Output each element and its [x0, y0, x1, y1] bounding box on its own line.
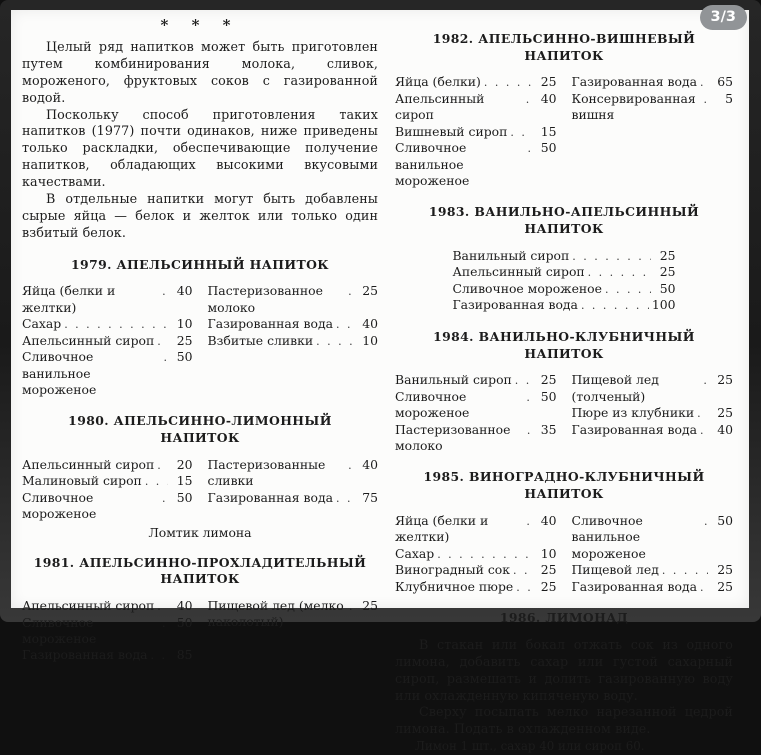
dot-leader	[697, 405, 708, 422]
ingredient-row	[572, 513, 734, 562]
recipe-1983	[395, 204, 733, 314]
recipe-proportions: Лимон 1 шт., сахар 40 или сироп 60.	[415, 739, 645, 754]
ingredient-name: Пастеризованное молоко	[395, 421, 511, 454]
ingredient-row	[395, 513, 557, 546]
ingredient-name: Вишневый сироп	[395, 123, 508, 139]
ingredient-row	[452, 297, 675, 314]
ingredient-name: Газированная вода	[571, 578, 697, 594]
ingredient-quantity: 25	[362, 598, 378, 614]
ingredient-column	[22, 457, 193, 523]
ingredient-name: Пастеризованное молоко	[207, 283, 323, 315]
ingredient-name: Сливочное ванильное мороженое	[395, 140, 470, 188]
ingredient-name: Газированная вода	[452, 297, 578, 313]
ingredient-quantity: 50	[176, 349, 193, 365]
dot-leader	[145, 473, 168, 490]
ingredient-row	[452, 248, 675, 265]
ingredient-row	[208, 316, 379, 333]
ingredient-row	[572, 579, 734, 596]
ingredient-quantity: 25	[659, 247, 676, 263]
ingredient-name: Апельсинный сироп	[395, 90, 485, 123]
dot-leader	[528, 140, 532, 157]
dot-leader	[515, 372, 532, 389]
recipe-paragraph: Сверху посыпать мелко нарезанной цедрой лимона. Подать в охлажденном виде.	[395, 704, 733, 737]
ingredient-quantity: 40	[540, 512, 557, 528]
dot-leader	[349, 598, 353, 615]
ingredient-table	[22, 457, 378, 523]
dot-leader	[164, 349, 168, 366]
ingredient-column	[395, 74, 557, 189]
dot-leader	[605, 281, 651, 298]
ingredient-row	[22, 316, 193, 333]
ingredient-column	[572, 513, 734, 595]
ingredient-row	[208, 457, 379, 490]
dot-leader	[336, 316, 353, 333]
ingredient-quantity: 35	[540, 421, 557, 437]
ingredient-quantity: 50	[176, 614, 193, 630]
intro-paragraphs	[22, 39, 378, 242]
ingredient-quantity: 50	[176, 489, 193, 505]
section-divider-stars: * * *	[160, 16, 240, 34]
ingredient-quantity: 25	[540, 578, 557, 594]
dot-leader	[526, 91, 532, 108]
ingredient-quantity: 40	[717, 421, 733, 437]
ingredient-row	[22, 349, 193, 398]
ingredient-name: Сливочное мороженое	[395, 388, 470, 421]
ingredient-table	[395, 74, 733, 189]
ingredient-row	[22, 647, 193, 664]
dot-leader	[157, 333, 167, 350]
ingredient-table	[395, 513, 733, 595]
dot-leader	[437, 546, 531, 563]
ingredient-name: Взбитые сливки	[207, 332, 314, 348]
ingredient-quantity: 100	[651, 297, 676, 313]
dot-leader	[162, 490, 168, 507]
ingredient-quantity: 25	[717, 405, 733, 421]
ingredient-name: Сливочное мороженое	[452, 280, 602, 296]
ingredient-name: Газированная вода	[571, 74, 697, 90]
ingredient-row	[572, 562, 734, 579]
ingredient-row	[208, 598, 379, 631]
book-page	[11, 10, 749, 754]
ingredient-name: Яйца (белки)	[395, 74, 481, 90]
dot-leader	[526, 513, 531, 530]
dot-leader	[516, 579, 531, 596]
recipe-title: 1984. ВАНИЛЬНО-КЛУБНИЧНЫЙ НАПИТОК	[433, 328, 695, 361]
recipe-paragraph: В стакан или бокал отжать сок из одного лимона, добавить сахар или густой сахарный сироп, размешать и долить газированную воду или охлажденную кипяченую воду.	[395, 636, 733, 703]
ingredient-name: Виноградный сок	[395, 562, 510, 578]
ingredient-row	[395, 579, 557, 596]
ingredient-name: Ванильный сироп	[395, 372, 512, 388]
ingredient-name: Апельсинный сироп	[22, 456, 155, 472]
ingredient-row	[22, 473, 193, 490]
intro-paragraph: В отдельные напитки могут быть добавлены сырые яйца — белок и желток или только один взбитый белок.	[22, 191, 378, 240]
ingredient-name: Сливочное ванильное мороженое	[571, 512, 646, 561]
ingredient-name: Яйца (белки и желтки)	[395, 512, 489, 545]
dot-leader	[581, 297, 649, 314]
dot-leader	[157, 457, 167, 474]
ingredient-row	[208, 333, 379, 350]
intro-paragraph: Поскольку способ приготовления таких напитков (1977) почти одинаков, ниже приведены только раскладки, обеспечивающие получение напитков, обладающих высокими вкусовыми качествами.	[22, 106, 378, 190]
recipe-1984	[395, 329, 733, 454]
recipe-1981	[22, 555, 378, 664]
ingredient-row	[22, 490, 193, 523]
dot-leader	[484, 74, 532, 91]
ingredient-name: Газированная вода	[22, 647, 148, 663]
ingredient-quantity: 10	[540, 545, 557, 561]
ingredient-row	[395, 124, 557, 141]
dot-leader	[700, 579, 708, 596]
dot-leader	[704, 513, 708, 530]
ingredient-column	[22, 598, 193, 664]
ingredient-quantity: 25	[717, 561, 733, 577]
ingredient-quantity: 50	[540, 388, 557, 404]
recipe-1979	[22, 257, 378, 399]
recipe-title: 1980. АПЕЛЬСИННО-ЛИМОННЫЙ НАПИТОК	[68, 413, 332, 446]
ingredient-row	[572, 91, 734, 124]
ingredient-row	[395, 140, 557, 189]
ingredient-quantity: 10	[176, 316, 193, 332]
ingredient-name: Сливочное мороженое	[22, 489, 97, 522]
ingredient-column	[395, 513, 557, 595]
dot-leader	[336, 490, 353, 507]
ingredient-column	[208, 283, 379, 398]
ingredient-row	[572, 405, 734, 422]
page-right-column	[395, 16, 733, 754]
ingredient-name: Пищевой лед	[571, 561, 659, 577]
ingredient-quantity: 50	[659, 280, 676, 296]
ingredient-name: Газированная вода	[207, 489, 333, 505]
ingredient-quantity: 15	[176, 473, 193, 489]
ingredient-row	[22, 457, 193, 474]
ingredient-name: Сливочное мороженое	[22, 614, 97, 646]
ingredient-quantity: 10	[362, 332, 378, 348]
ingredient-row	[395, 372, 557, 389]
page-counter-badge: 3/3	[700, 5, 747, 30]
recipe-title: 1983. ВАНИЛЬНО-АПЕЛЬСИННЫЙ НАПИТОК	[428, 204, 700, 237]
dot-leader	[572, 248, 650, 265]
dot-leader	[703, 372, 708, 389]
ingredient-row	[395, 546, 557, 563]
ingredient-table	[22, 283, 378, 398]
dot-leader	[588, 264, 651, 281]
ingredient-table	[22, 598, 378, 664]
dot-leader	[527, 422, 532, 439]
ingredient-name: Апельсинный сироп	[22, 598, 155, 614]
ingredient-column	[208, 598, 379, 664]
ingredient-row	[572, 372, 734, 405]
ingredient-table	[395, 372, 733, 454]
ingredient-name: Клубничное пюре	[395, 578, 514, 594]
dot-leader	[64, 316, 167, 333]
ingredient-quantity: 25	[362, 283, 378, 299]
ingredient-column	[395, 372, 557, 454]
ingredient-name: Малиновый сироп	[22, 473, 142, 489]
ingredient-quantity: 50	[540, 140, 557, 156]
recipe-title: 1985. ВИНОГРАДНО-КЛУБНИЧНЫЙ НАПИТОК	[423, 469, 705, 502]
dot-leader	[162, 283, 167, 300]
ingredient-quantity: 25	[717, 578, 733, 594]
recipe-note: Ломтик лимона	[148, 524, 252, 540]
recipe-1985	[395, 469, 733, 595]
ingredient-row	[395, 389, 557, 422]
ingredient-name: Пюре из клубники	[571, 405, 695, 421]
ingredient-quantity: 40	[362, 316, 378, 332]
ingredient-name: Апельсинный сироп	[22, 332, 155, 348]
ingredient-quantity: 25	[540, 74, 557, 90]
dot-leader	[700, 74, 708, 91]
dot-leader	[510, 124, 531, 141]
ingredient-column	[208, 457, 379, 523]
ingredient-quantity: 15	[540, 123, 557, 139]
ingredient-name: Пастеризованные сливки	[207, 456, 326, 489]
ingredient-quantity: 25	[176, 332, 193, 348]
ingredient-name: Сахар	[395, 545, 435, 561]
ingredient-row	[395, 74, 557, 91]
dot-leader	[703, 91, 708, 108]
ingredient-row	[572, 74, 734, 91]
ingredient-name: Газированная вода	[207, 316, 333, 332]
recipe-1982	[395, 31, 733, 189]
dot-leader	[662, 562, 708, 579]
ingredient-row	[22, 283, 193, 316]
dot-leader	[526, 389, 531, 406]
ingredient-name: Пищевой лед (толченый)	[571, 372, 659, 404]
intro-paragraph: Целый ряд напитков может быть приготовлен путем комбинирования молока, сливок, мороженого, фруктовых соков с газированной водой.	[22, 39, 378, 105]
recipe-title: 1981. АПЕЛЬСИННО-ПРОХЛАДИТЕЛЬНЫЙ НАПИТОК	[33, 554, 367, 587]
ingredient-row	[452, 281, 675, 298]
ingredient-row	[22, 333, 193, 350]
dot-leader	[157, 598, 167, 615]
ingredient-quantity: 40	[362, 456, 378, 472]
ingredient-quantity: 20	[176, 456, 193, 472]
dot-leader	[150, 647, 167, 664]
ingredient-column	[452, 248, 675, 314]
recipe-1980	[22, 413, 378, 539]
left-column-recipes	[22, 257, 378, 664]
ingredient-name: Яйца (белки и желтки)	[22, 283, 116, 315]
ingredient-name: Сливочное ванильное мороженое	[22, 349, 97, 397]
ingredient-name: Ванильный сироп	[452, 247, 570, 263]
ingredient-row	[395, 562, 557, 579]
recipe-1986	[395, 610, 733, 755]
dot-leader	[513, 562, 532, 579]
ingredient-quantity: 75	[362, 489, 378, 505]
recipe-title: 1982. АПЕЛЬСИННО-ВИШНЕВЫЙ НАПИТОК	[432, 31, 696, 63]
ingredient-row	[395, 422, 557, 455]
ingredient-quantity: 40	[176, 598, 193, 614]
dot-leader	[348, 283, 353, 300]
right-column-recipes	[395, 31, 733, 755]
ingredient-column	[572, 74, 734, 189]
ingredient-quantity: 40	[176, 283, 193, 299]
ingredient-name: Апельсинный сироп	[452, 264, 585, 280]
ingredient-quantity: 40	[540, 90, 557, 106]
ingredient-quantity: 25	[717, 372, 733, 388]
ingredient-name: Газированная вода	[571, 421, 697, 437]
recipe-title: 1986. ЛИМОНАД	[499, 610, 629, 626]
ingredient-quantity: 65	[717, 74, 733, 90]
ingredient-name: Пищевой лед (мелко наколотый)	[207, 598, 344, 630]
ingredient-row	[572, 422, 734, 439]
ingredient-quantity: 25	[659, 264, 676, 280]
dot-leader	[316, 333, 353, 350]
ingredient-column	[22, 283, 193, 398]
ingredient-quantity: 25	[540, 372, 557, 388]
ingredient-quantity: 25	[540, 562, 557, 578]
ingredient-quantity: 50	[717, 512, 733, 528]
ingredient-name: Сахар	[22, 316, 62, 332]
page-left-column	[22, 16, 378, 663]
ingredient-row	[22, 615, 193, 648]
recipe-title: 1979. АПЕЛЬСИННЫЙ НАПИТОК	[71, 256, 329, 272]
ingredient-row	[395, 91, 557, 124]
ingredient-row	[208, 283, 379, 316]
ingredient-name: Консервированная вишня	[571, 90, 696, 123]
ingredient-quantity: 5	[725, 90, 733, 106]
dot-leader	[162, 615, 168, 632]
ingredient-column	[572, 372, 734, 454]
ingredient-row	[22, 598, 193, 615]
ingredient-quantity: 85	[176, 647, 193, 663]
dot-leader	[700, 422, 708, 439]
ingredient-row	[452, 264, 675, 281]
ingredient-table	[395, 248, 733, 314]
ingredient-row	[208, 490, 379, 507]
dot-leader	[348, 457, 353, 474]
